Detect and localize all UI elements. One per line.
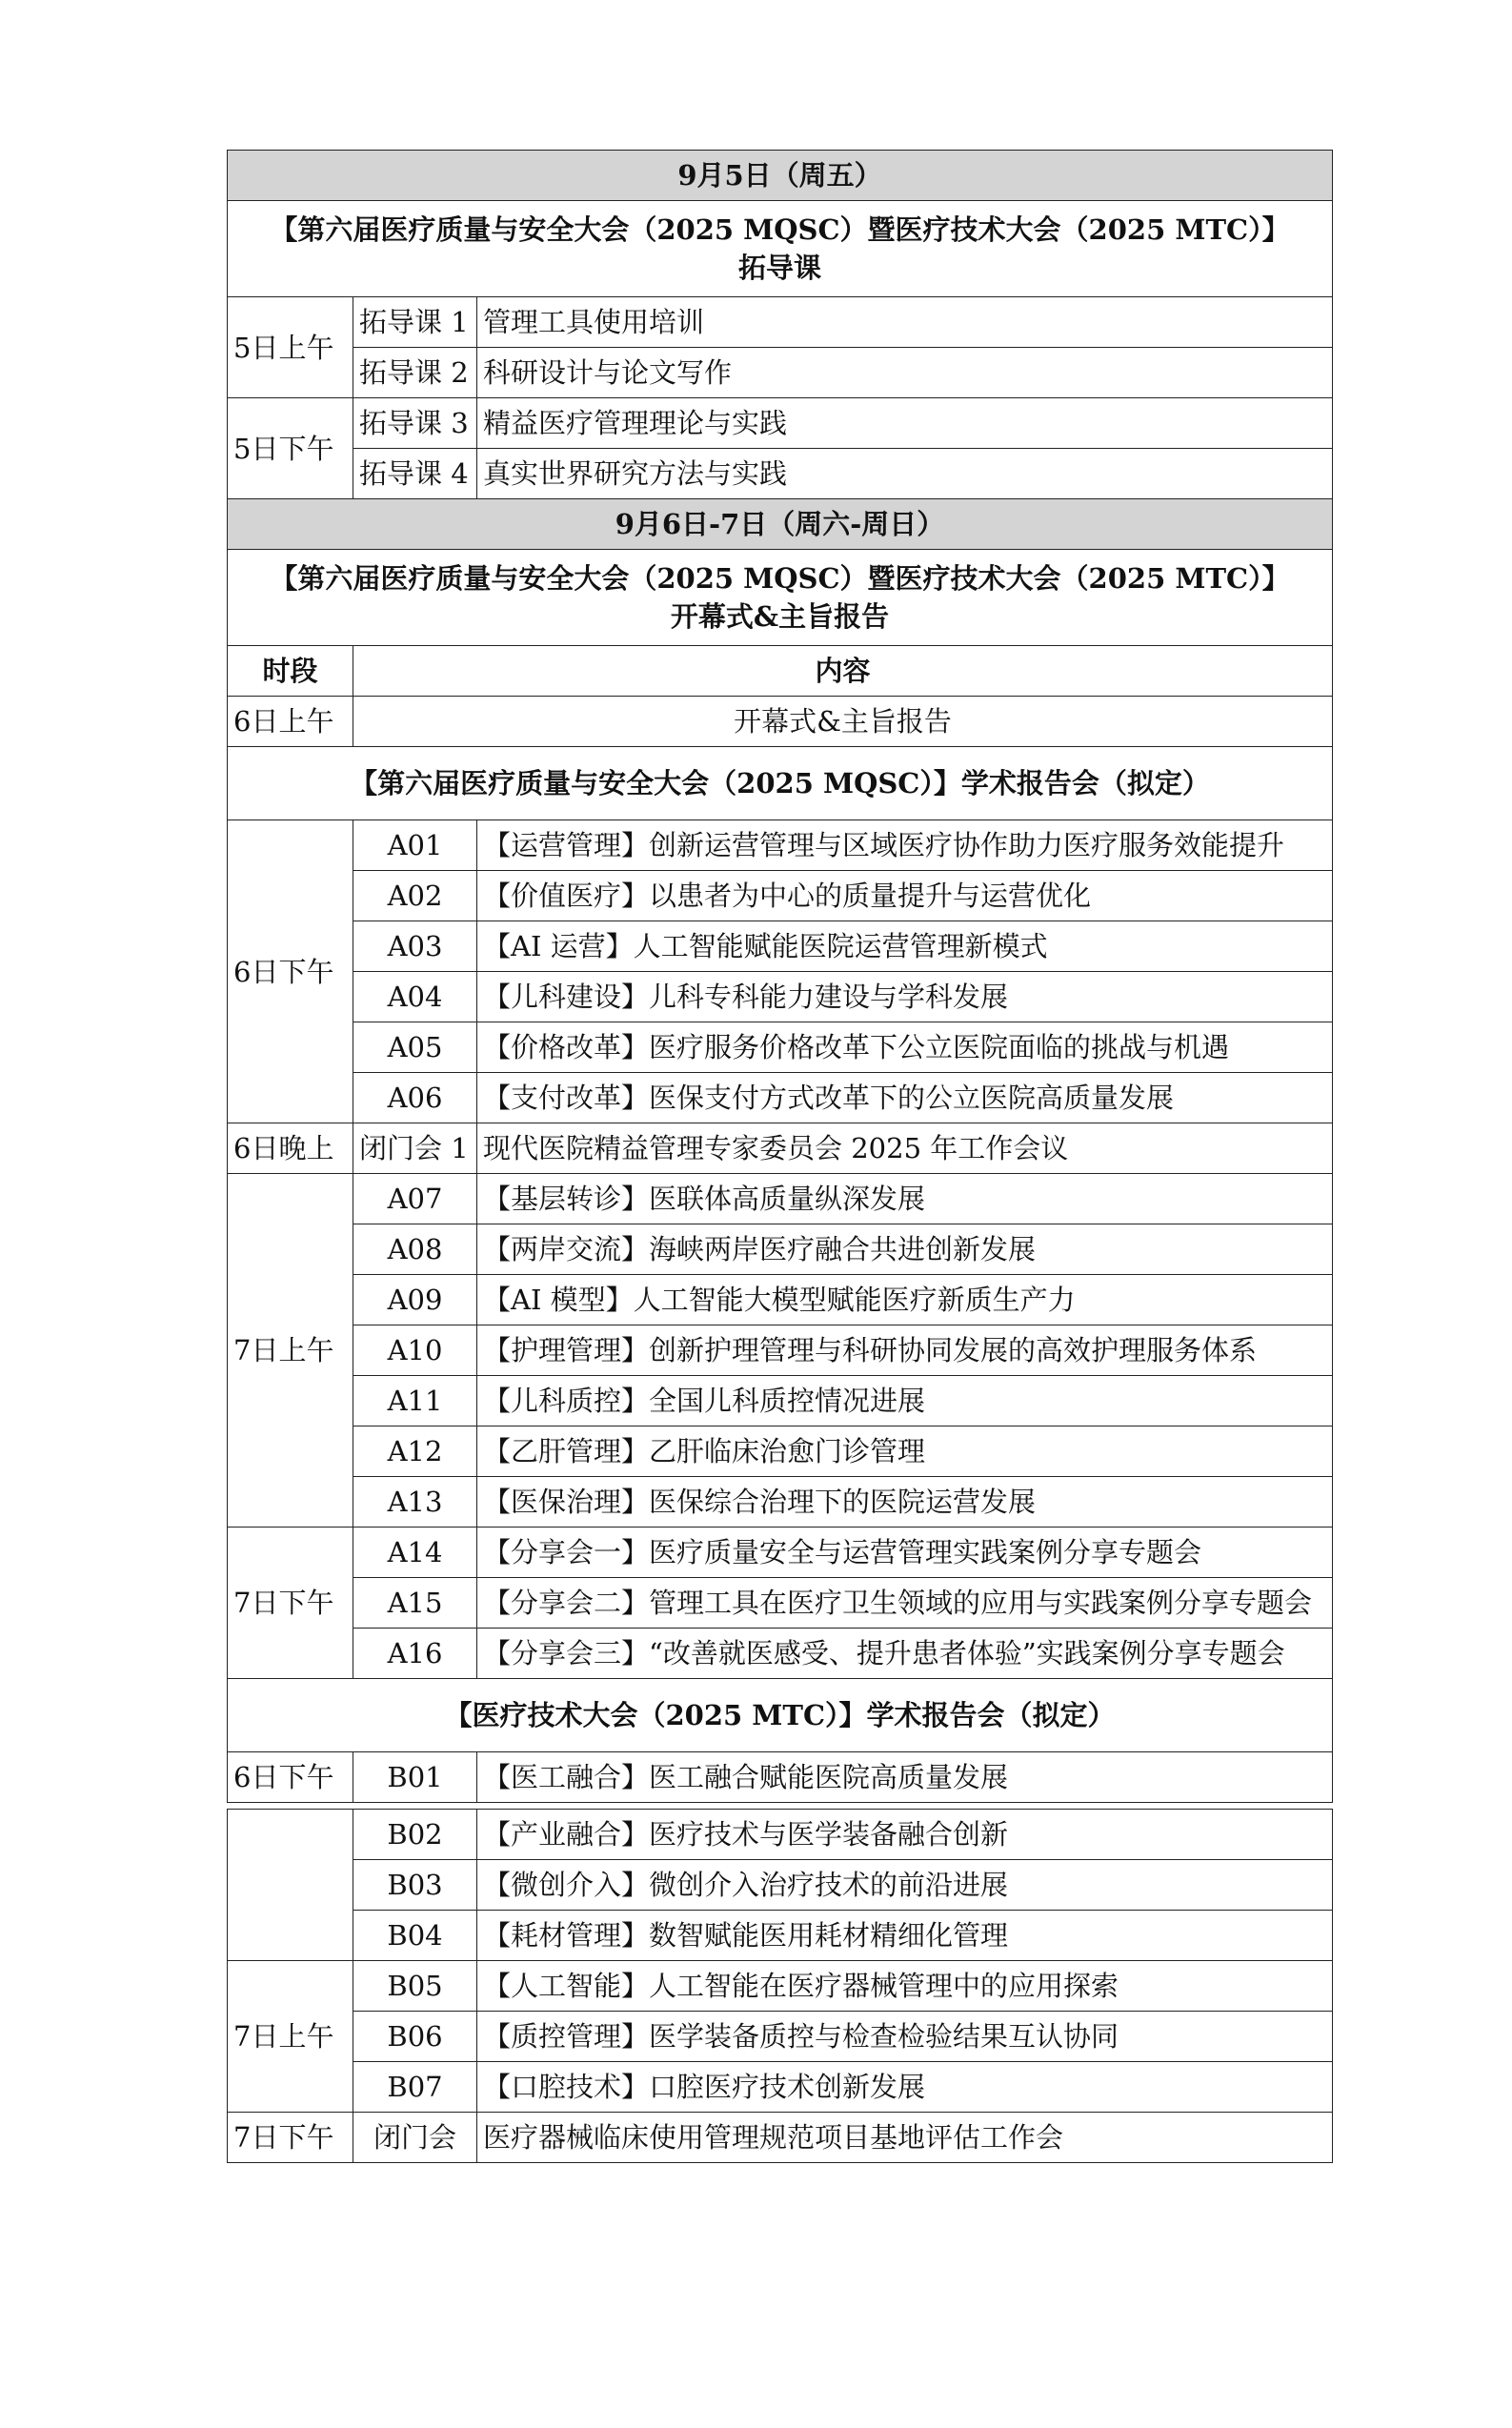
session-title: 【运营管理】创新运营管理与区域医疗协作助力医疗服务效能提升 [477, 820, 1333, 871]
session-code: A09 [353, 1275, 477, 1325]
session-code: B01 [353, 1752, 477, 1803]
session-title: 【医工融合】医工融合赋能医院高质量发展 [477, 1752, 1333, 1803]
session-code: B02 [353, 1810, 477, 1860]
period-cell: 7日下午 [228, 2113, 353, 2163]
schedule-page [227, 150, 1332, 2163]
session-code: A11 [353, 1376, 477, 1426]
course-code: 拓导课 3 [353, 398, 477, 449]
period-cell-empty [228, 1810, 353, 1961]
session-title: 【基层转诊】医联体高质量纵深发展 [477, 1174, 1333, 1224]
session-code: A06 [353, 1073, 477, 1123]
conference-subtitle: 拓导课 [738, 252, 822, 284]
date-header-day1: 9月5日（周五） [228, 151, 1333, 201]
course-title: 真实世界研究方法与实践 [477, 449, 1333, 499]
session-code: 闭门会 [353, 2113, 477, 2163]
mqsc-section-title: 【第六届医疗质量与安全大会（2025 MQSC）】学术报告会（拟定） [228, 747, 1333, 820]
course-title: 精益医疗管理理论与实践 [477, 398, 1333, 449]
column-header-period: 时段 [228, 646, 353, 697]
session-title: 【价值医疗】以患者为中心的质量提升与运营优化 [477, 871, 1333, 921]
session-title: 【乙肝管理】乙肝临床治愈门诊管理 [477, 1426, 1333, 1477]
session-title: 【产业融合】医疗技术与医学装备融合创新 [477, 1810, 1333, 1860]
period-cell: 6日上午 [228, 697, 353, 747]
period-cell: 7日下午 [228, 1528, 353, 1679]
period-cell: 5日下午 [228, 398, 353, 499]
session-title: 【儿科建设】儿科专科能力建设与学科发展 [477, 972, 1333, 1022]
conference-title: 【第六届医疗质量与安全大会（2025 MQSC）暨医疗技术大会（2025 MTC）】 [270, 562, 1290, 595]
session-title: 医疗器械临床使用管理规范项目基地评估工作会 [477, 2113, 1333, 2163]
period-cell: 6日下午 [228, 1752, 353, 1803]
session-code: A02 [353, 871, 477, 921]
conference-title: 【第六届医疗质量与安全大会（2025 MQSC）暨医疗技术大会（2025 MTC）】 [270, 213, 1290, 246]
session-code: A16 [353, 1629, 477, 1679]
column-header-content: 内容 [353, 646, 1333, 697]
session-code: B04 [353, 1911, 477, 1961]
conf-title-day2 [228, 550, 1333, 646]
session-code: A12 [353, 1426, 477, 1477]
session-title: 【两岸交流】海峡两岸医疗融合共进创新发展 [477, 1224, 1333, 1275]
conf-title-day1 [228, 201, 1333, 297]
session-title: 【口腔技术】口腔医疗技术创新发展 [477, 2062, 1333, 2113]
session-title: 【质控管理】医学装备质控与检查检验结果互认协同 [477, 2012, 1333, 2062]
session-code: A08 [353, 1224, 477, 1275]
opening-content: 开幕式&主旨报告 [353, 697, 1333, 747]
session-code: B06 [353, 2012, 477, 2062]
session-title: 现代医院精益管理专家委员会 2025 年工作会议 [477, 1123, 1333, 1174]
session-title: 【人工智能】人工智能在医疗器械管理中的应用探索 [477, 1961, 1333, 2012]
period-cell: 7日上午 [228, 1961, 353, 2113]
session-code: A15 [353, 1578, 477, 1629]
session-code: A14 [353, 1528, 477, 1578]
period-cell: 7日上午 [228, 1174, 353, 1528]
conference-subtitle: 开幕式&主旨报告 [670, 600, 890, 633]
course-code: 拓导课 2 [353, 348, 477, 398]
session-title: 【耗材管理】数智赋能医用耗材精细化管理 [477, 1911, 1333, 1961]
session-title: 【医保治理】医保综合治理下的医院运营发展 [477, 1477, 1333, 1528]
course-code: 拓导课 1 [353, 297, 477, 348]
session-code: A01 [353, 820, 477, 871]
session-title: 【儿科质控】全国儿科质控情况进展 [477, 1376, 1333, 1426]
session-code: A13 [353, 1477, 477, 1528]
session-code: B05 [353, 1961, 477, 2012]
date-header-day2: 9月6日-7日（周六-周日） [228, 499, 1333, 550]
session-title: 【支付改革】医保支付方式改革下的公立医院高质量发展 [477, 1073, 1333, 1123]
session-code: A05 [353, 1022, 477, 1073]
schedule-table [227, 150, 1333, 2163]
period-cell: 6日晚上 [228, 1123, 353, 1174]
course-title: 科研设计与论文写作 [477, 348, 1333, 398]
course-code: 拓导课 4 [353, 449, 477, 499]
table-gap [228, 1803, 1333, 1810]
session-code: A03 [353, 921, 477, 972]
session-title: 【微创介入】微创介入治疗技术的前沿进展 [477, 1860, 1333, 1911]
session-code: A10 [353, 1325, 477, 1376]
session-title: 【分享会一】医疗质量安全与运营管理实践案例分享专题会 [477, 1528, 1333, 1578]
period-cell: 6日下午 [228, 820, 353, 1123]
course-title: 管理工具使用培训 [477, 297, 1333, 348]
session-code: 闭门会 1 [353, 1123, 477, 1174]
session-title: 【AI 运营】人工智能赋能医院运营管理新模式 [477, 921, 1333, 972]
session-code: B07 [353, 2062, 477, 2113]
session-title: 【分享会三】“改善就医感受、提升患者体验”实践案例分享专题会 [477, 1629, 1333, 1679]
session-title: 【AI 模型】人工智能大模型赋能医疗新质生产力 [477, 1275, 1333, 1325]
session-title: 【护理管理】创新护理管理与科研协同发展的高效护理服务体系 [477, 1325, 1333, 1376]
session-title: 【价格改革】医疗服务价格改革下公立医院面临的挑战与机遇 [477, 1022, 1333, 1073]
session-title: 【分享会二】管理工具在医疗卫生领域的应用与实践案例分享专题会 [477, 1578, 1333, 1629]
mtc-section-title: 【医疗技术大会（2025 MTC）】学术报告会（拟定） [228, 1679, 1333, 1752]
session-code: A07 [353, 1174, 477, 1224]
period-cell: 5日上午 [228, 297, 353, 398]
session-code: A04 [353, 972, 477, 1022]
session-code: B03 [353, 1860, 477, 1911]
